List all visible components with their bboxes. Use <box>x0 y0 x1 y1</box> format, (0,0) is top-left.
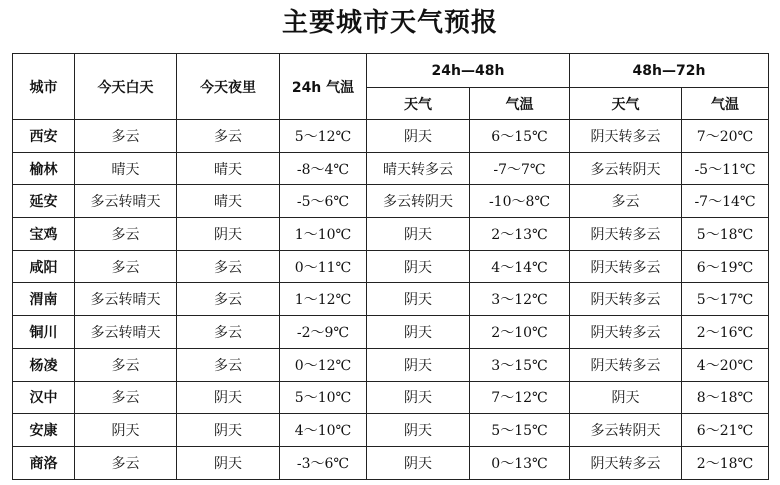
page-title: 主要城市天气预报 <box>281 8 498 38</box>
temp-48h-cell: 6～15℃ <box>470 120 570 153</box>
today-day-cell: 多云转晴天 <box>75 283 177 316</box>
today-night-cell: 阴天 <box>177 414 280 447</box>
temp-48h-cell: 5～15℃ <box>470 414 570 447</box>
temp-24h-cell: -3～6℃ <box>280 446 367 479</box>
temp-48h-cell: 3～15℃ <box>470 348 570 381</box>
temp-24h-cell: -8～4℃ <box>280 152 367 185</box>
temp-72h-cell: 7～20℃ <box>682 120 769 153</box>
city-cell: 咸阳 <box>13 250 75 283</box>
today-night-cell: 多云 <box>177 120 280 153</box>
city-cell: 渭南 <box>13 283 75 316</box>
table-row <box>13 381 769 414</box>
weather-72h-cell: 阴天转多云 <box>570 316 682 349</box>
weather-48h-cell: 阴天 <box>367 316 470 349</box>
city-cell: 西安 <box>13 120 75 153</box>
weather-48h-cell: 多云转阴天 <box>367 185 470 218</box>
today-day-cell: 晴天 <box>75 152 177 185</box>
temp-24h-cell: 1～12℃ <box>280 283 367 316</box>
today-night-cell: 阴天 <box>177 381 280 414</box>
temp-24h-cell: 0～12℃ <box>280 348 367 381</box>
today-night-cell: 多云 <box>177 316 280 349</box>
temp-48h-cell: 2～10℃ <box>470 316 570 349</box>
weather-48h-cell: 阴天 <box>367 250 470 283</box>
weather-48h-cell: 阴天 <box>367 120 470 153</box>
today-day-cell: 阴天 <box>75 414 177 447</box>
header-24h-temp: 24h 气温 <box>280 54 367 120</box>
weather-72h-cell: 阴天转多云 <box>570 120 682 153</box>
today-day-cell: 多云 <box>75 348 177 381</box>
temp-24h-cell: 5～10℃ <box>280 381 367 414</box>
today-night-cell: 阴天 <box>177 446 280 479</box>
city-cell: 延安 <box>13 185 75 218</box>
city-cell: 宝鸡 <box>13 218 75 251</box>
temp-24h-cell: -5～6℃ <box>280 185 367 218</box>
city-cell: 铜川 <box>13 316 75 349</box>
forecast-table <box>12 53 769 480</box>
table-row <box>13 218 769 251</box>
table-row <box>13 250 769 283</box>
header-today-day: 今天白天 <box>75 54 177 120</box>
temp-24h-cell: 4～10℃ <box>280 414 367 447</box>
table-row <box>13 446 769 479</box>
weather-48h-cell: 阴天 <box>367 414 470 447</box>
header-group-48-72: 48h—72h <box>570 54 769 88</box>
today-day-cell: 多云转晴天 <box>75 316 177 349</box>
city-cell: 商洛 <box>13 446 75 479</box>
temp-48h-cell: 7～12℃ <box>470 381 570 414</box>
today-night-cell: 多云 <box>177 283 280 316</box>
temp-48h-cell: 2～13℃ <box>470 218 570 251</box>
temp-72h-cell: 6～21℃ <box>682 414 769 447</box>
today-day-cell: 多云 <box>75 120 177 153</box>
temp-48h-cell: -7～7℃ <box>470 152 570 185</box>
weather-72h-cell: 阴天 <box>570 381 682 414</box>
table-row <box>13 348 769 381</box>
table-row <box>13 120 769 153</box>
city-cell: 安康 <box>13 414 75 447</box>
temp-72h-cell: -7～14℃ <box>682 185 769 218</box>
header-row-1 <box>13 54 769 88</box>
weather-48h-cell: 阴天 <box>367 218 470 251</box>
weather-72h-cell: 阴天转多云 <box>570 446 682 479</box>
weather-72h-cell: 阴天转多云 <box>570 283 682 316</box>
forecast-body <box>13 120 769 480</box>
today-day-cell: 多云 <box>75 381 177 414</box>
header-temp-48: 气温 <box>470 88 570 120</box>
weather-48h-cell: 晴天转多云 <box>367 152 470 185</box>
header-weather-48: 天气 <box>367 88 470 120</box>
today-day-cell: 多云 <box>75 250 177 283</box>
temp-72h-cell: 4～20℃ <box>682 348 769 381</box>
temp-48h-cell: 3～12℃ <box>470 283 570 316</box>
weather-72h-cell: 阴天转多云 <box>570 218 682 251</box>
temp-72h-cell: 5～17℃ <box>682 283 769 316</box>
table-row <box>13 316 769 349</box>
header-group-24-48: 24h—48h <box>367 54 570 88</box>
weather-72h-cell: 多云 <box>570 185 682 218</box>
today-night-cell: 多云 <box>177 250 280 283</box>
city-cell: 汉中 <box>13 381 75 414</box>
temp-48h-cell: 4～14℃ <box>470 250 570 283</box>
temp-24h-cell: -2～9℃ <box>280 316 367 349</box>
weather-72h-cell: 阴天转多云 <box>570 250 682 283</box>
today-day-cell: 多云转晴天 <box>75 185 177 218</box>
temp-48h-cell: 0～13℃ <box>470 446 570 479</box>
weather-48h-cell: 阴天 <box>367 381 470 414</box>
table-row <box>13 283 769 316</box>
city-cell: 杨凌 <box>13 348 75 381</box>
temp-72h-cell: -5～11℃ <box>682 152 769 185</box>
weather-48h-cell: 阴天 <box>367 283 470 316</box>
today-day-cell: 多云 <box>75 446 177 479</box>
city-cell: 榆林 <box>13 152 75 185</box>
temp-24h-cell: 1～10℃ <box>280 218 367 251</box>
temp-72h-cell: 8～18℃ <box>682 381 769 414</box>
table-row <box>13 414 769 447</box>
temp-24h-cell: 0～11℃ <box>280 250 367 283</box>
weather-48h-cell: 阴天 <box>367 446 470 479</box>
temp-72h-cell: 5～18℃ <box>682 218 769 251</box>
weather-72h-cell: 阴天转多云 <box>570 348 682 381</box>
header-today-night: 今天夜里 <box>177 54 280 120</box>
weather-72h-cell: 多云转阴天 <box>570 414 682 447</box>
header-city: 城市 <box>13 54 75 120</box>
table-row <box>13 185 769 218</box>
temp-72h-cell: 2～18℃ <box>682 446 769 479</box>
today-night-cell: 晴天 <box>177 152 280 185</box>
table-row <box>13 152 769 185</box>
temp-48h-cell: -10～8℃ <box>470 185 570 218</box>
today-night-cell: 阴天 <box>177 218 280 251</box>
weather-72h-cell: 多云转阴天 <box>570 152 682 185</box>
header-temp-72: 气温 <box>682 88 769 120</box>
today-day-cell: 多云 <box>75 218 177 251</box>
temp-24h-cell: 5～12℃ <box>280 120 367 153</box>
today-night-cell: 多云 <box>177 348 280 381</box>
temp-72h-cell: 2～16℃ <box>682 316 769 349</box>
header-weather-72: 天气 <box>570 88 682 120</box>
today-night-cell: 晴天 <box>177 185 280 218</box>
temp-72h-cell: 6～19℃ <box>682 250 769 283</box>
weather-48h-cell: 阴天 <box>367 348 470 381</box>
